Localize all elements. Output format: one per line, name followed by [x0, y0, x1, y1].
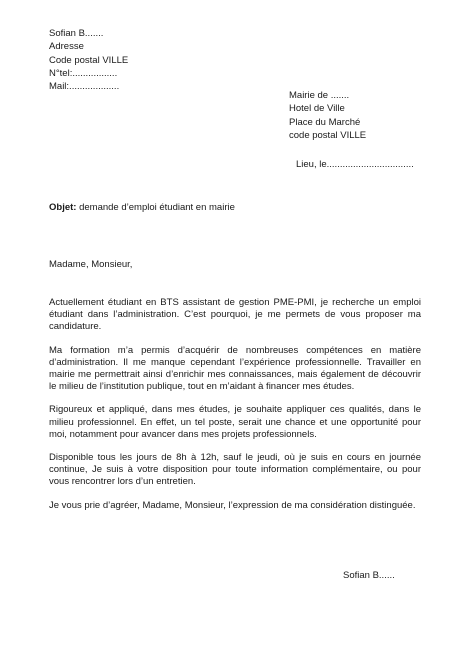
paragraph-closing: Je vous prie d’agréer, Madame, Monsieur, l’expression de ma considération distinguée.	[49, 499, 416, 511]
subject-line	[49, 202, 235, 213]
letter-body	[49, 297, 421, 523]
recipient-line-4: code postal VILLE	[289, 129, 367, 141]
subject-label: Objet:	[49, 202, 77, 213]
recipient-line-3: Place du Marché	[289, 116, 361, 128]
paragraph-3: Rigoureux et appliqué, dans mes études, je souhaite appliquer ces qualités, dans le milieu professionnel. En effet, un tel poste, serait une chance et une opportunité pour moi, notamment pour avancer dans mes projets professionnels.	[49, 404, 421, 440]
paragraph-2: Ma formation m’a permis d’acquérir de nombreuses compétences en matière d’administration. Il me manque cependant l’expérience professionnelle. Travailler en mairie me permettrait ainsi d’enrichir mes connaissances, mais également de découvrir le milieu de l’institution publique, tout en m’aidant à financer mes études.	[49, 344, 421, 393]
paragraph-4: Disponible tous les jours de 8h à 12h, sauf le jeudi, où je suis en cours en journée continue, Je suis à votre disposition pour toute information complémentaire, ou pour vous rencontrer lors d’un entretien.	[49, 452, 421, 488]
sender-mail: Mail:...................	[49, 81, 120, 93]
place-date: Lieu, le.................................	[296, 159, 414, 170]
sender-address: Adresse	[49, 41, 84, 53]
salutation: Madame, Monsieur,	[49, 259, 133, 270]
sender-phone: N°tel:.................	[49, 67, 118, 79]
sender-block	[49, 27, 128, 93]
sender-postal-city: Code postal VILLE	[49, 54, 129, 66]
recipient-block	[289, 89, 366, 142]
sender-name: Sofian B.......	[49, 28, 104, 39]
recipient-line-2: Hotel de Ville	[289, 103, 345, 115]
recipient-line-1: Mairie de .......	[289, 90, 350, 101]
subject-text: demande d’emploi étudiant en mairie	[79, 202, 235, 213]
signature: Sofian B......	[343, 570, 395, 581]
paragraph-1: Actuellement étudiant en BTS assistant de gestion PME-PMI, je recherche un emploi étudiant dans l’administration. C’est pourquoi, je me permets de vous proposer ma candidature.	[49, 297, 421, 333]
